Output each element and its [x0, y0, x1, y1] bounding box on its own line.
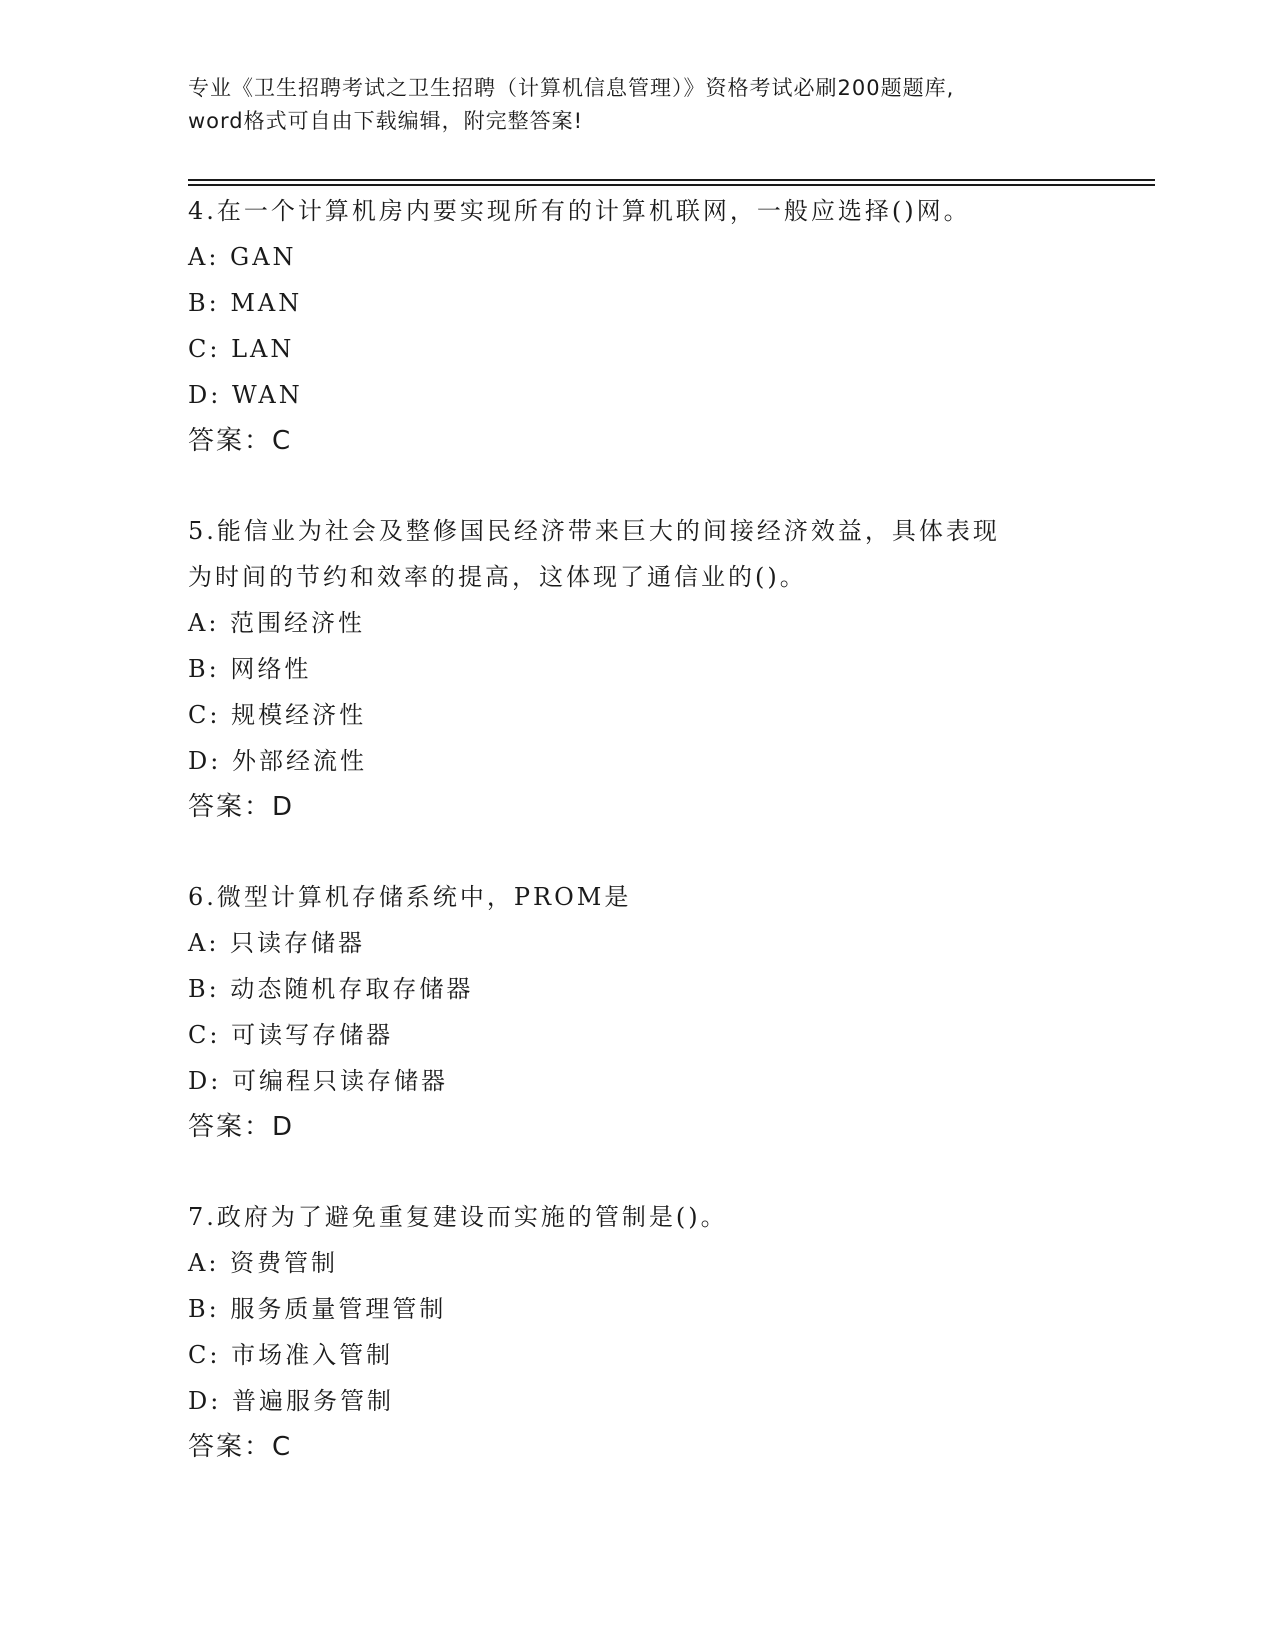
option-d: D: WAN: [188, 381, 303, 409]
option-d: D: 外部经流性: [188, 747, 367, 775]
option-b: B: 动态随机存取存储器: [188, 975, 474, 1003]
document-header: [188, 72, 1088, 138]
question-stem: 7.政府为了避免重复建设而实施的管制是()。: [188, 1203, 728, 1231]
option-a: A: 资费管制: [188, 1249, 339, 1277]
question-5: [188, 508, 1088, 830]
answer: 答案：D: [188, 1112, 295, 1142]
answer: 答案：C: [188, 426, 293, 456]
option-d: D: 普遍服务管制: [188, 1387, 394, 1415]
question-6: [188, 874, 1088, 1150]
question-stem: 6.微型计算机存储系统中，PROM是: [188, 883, 632, 911]
option-a: A: GAN: [188, 243, 297, 271]
option-b: B: 服务质量管理管制: [188, 1295, 447, 1323]
option-c: C: 规模经济性: [188, 701, 367, 729]
header-line-2: word格式可自由下载编辑，附完整答案!: [188, 109, 584, 133]
question-stem-line-2: 为时间的节约和效率的提高，这体现了通信业的()。: [188, 563, 807, 591]
question-stem-line-1: 5.能信业为社会及整修国民经济带来巨大的间接经济效益，具体表现: [188, 517, 1000, 545]
answer: 答案：D: [188, 792, 295, 822]
option-b: B: MAN: [188, 289, 303, 317]
option-c: C: LAN: [188, 335, 295, 363]
option-b: B: 网络性: [188, 655, 312, 683]
option-a: A: 范围经济性: [188, 609, 366, 637]
question-7: [188, 1194, 1088, 1470]
option-a: A: 只读存储器: [188, 929, 366, 957]
option-c: C: 可读写存储器: [188, 1021, 394, 1049]
question-stem: 4.在一个计算机房内要实现所有的计算机联网，一般应选择()网。: [188, 197, 971, 225]
header-divider-bottom: [188, 184, 1155, 186]
option-d: D: 可编程只读存储器: [188, 1067, 448, 1095]
question-4: [188, 188, 1088, 464]
header-line-1: 专业《卫生招聘考试之卫生招聘（计算机信息管理）》资格考试必刷200题题库,: [188, 76, 955, 100]
answer: 答案：C: [188, 1432, 293, 1462]
option-c: C: 市场准入管制: [188, 1341, 394, 1369]
header-divider-top: [188, 179, 1155, 181]
